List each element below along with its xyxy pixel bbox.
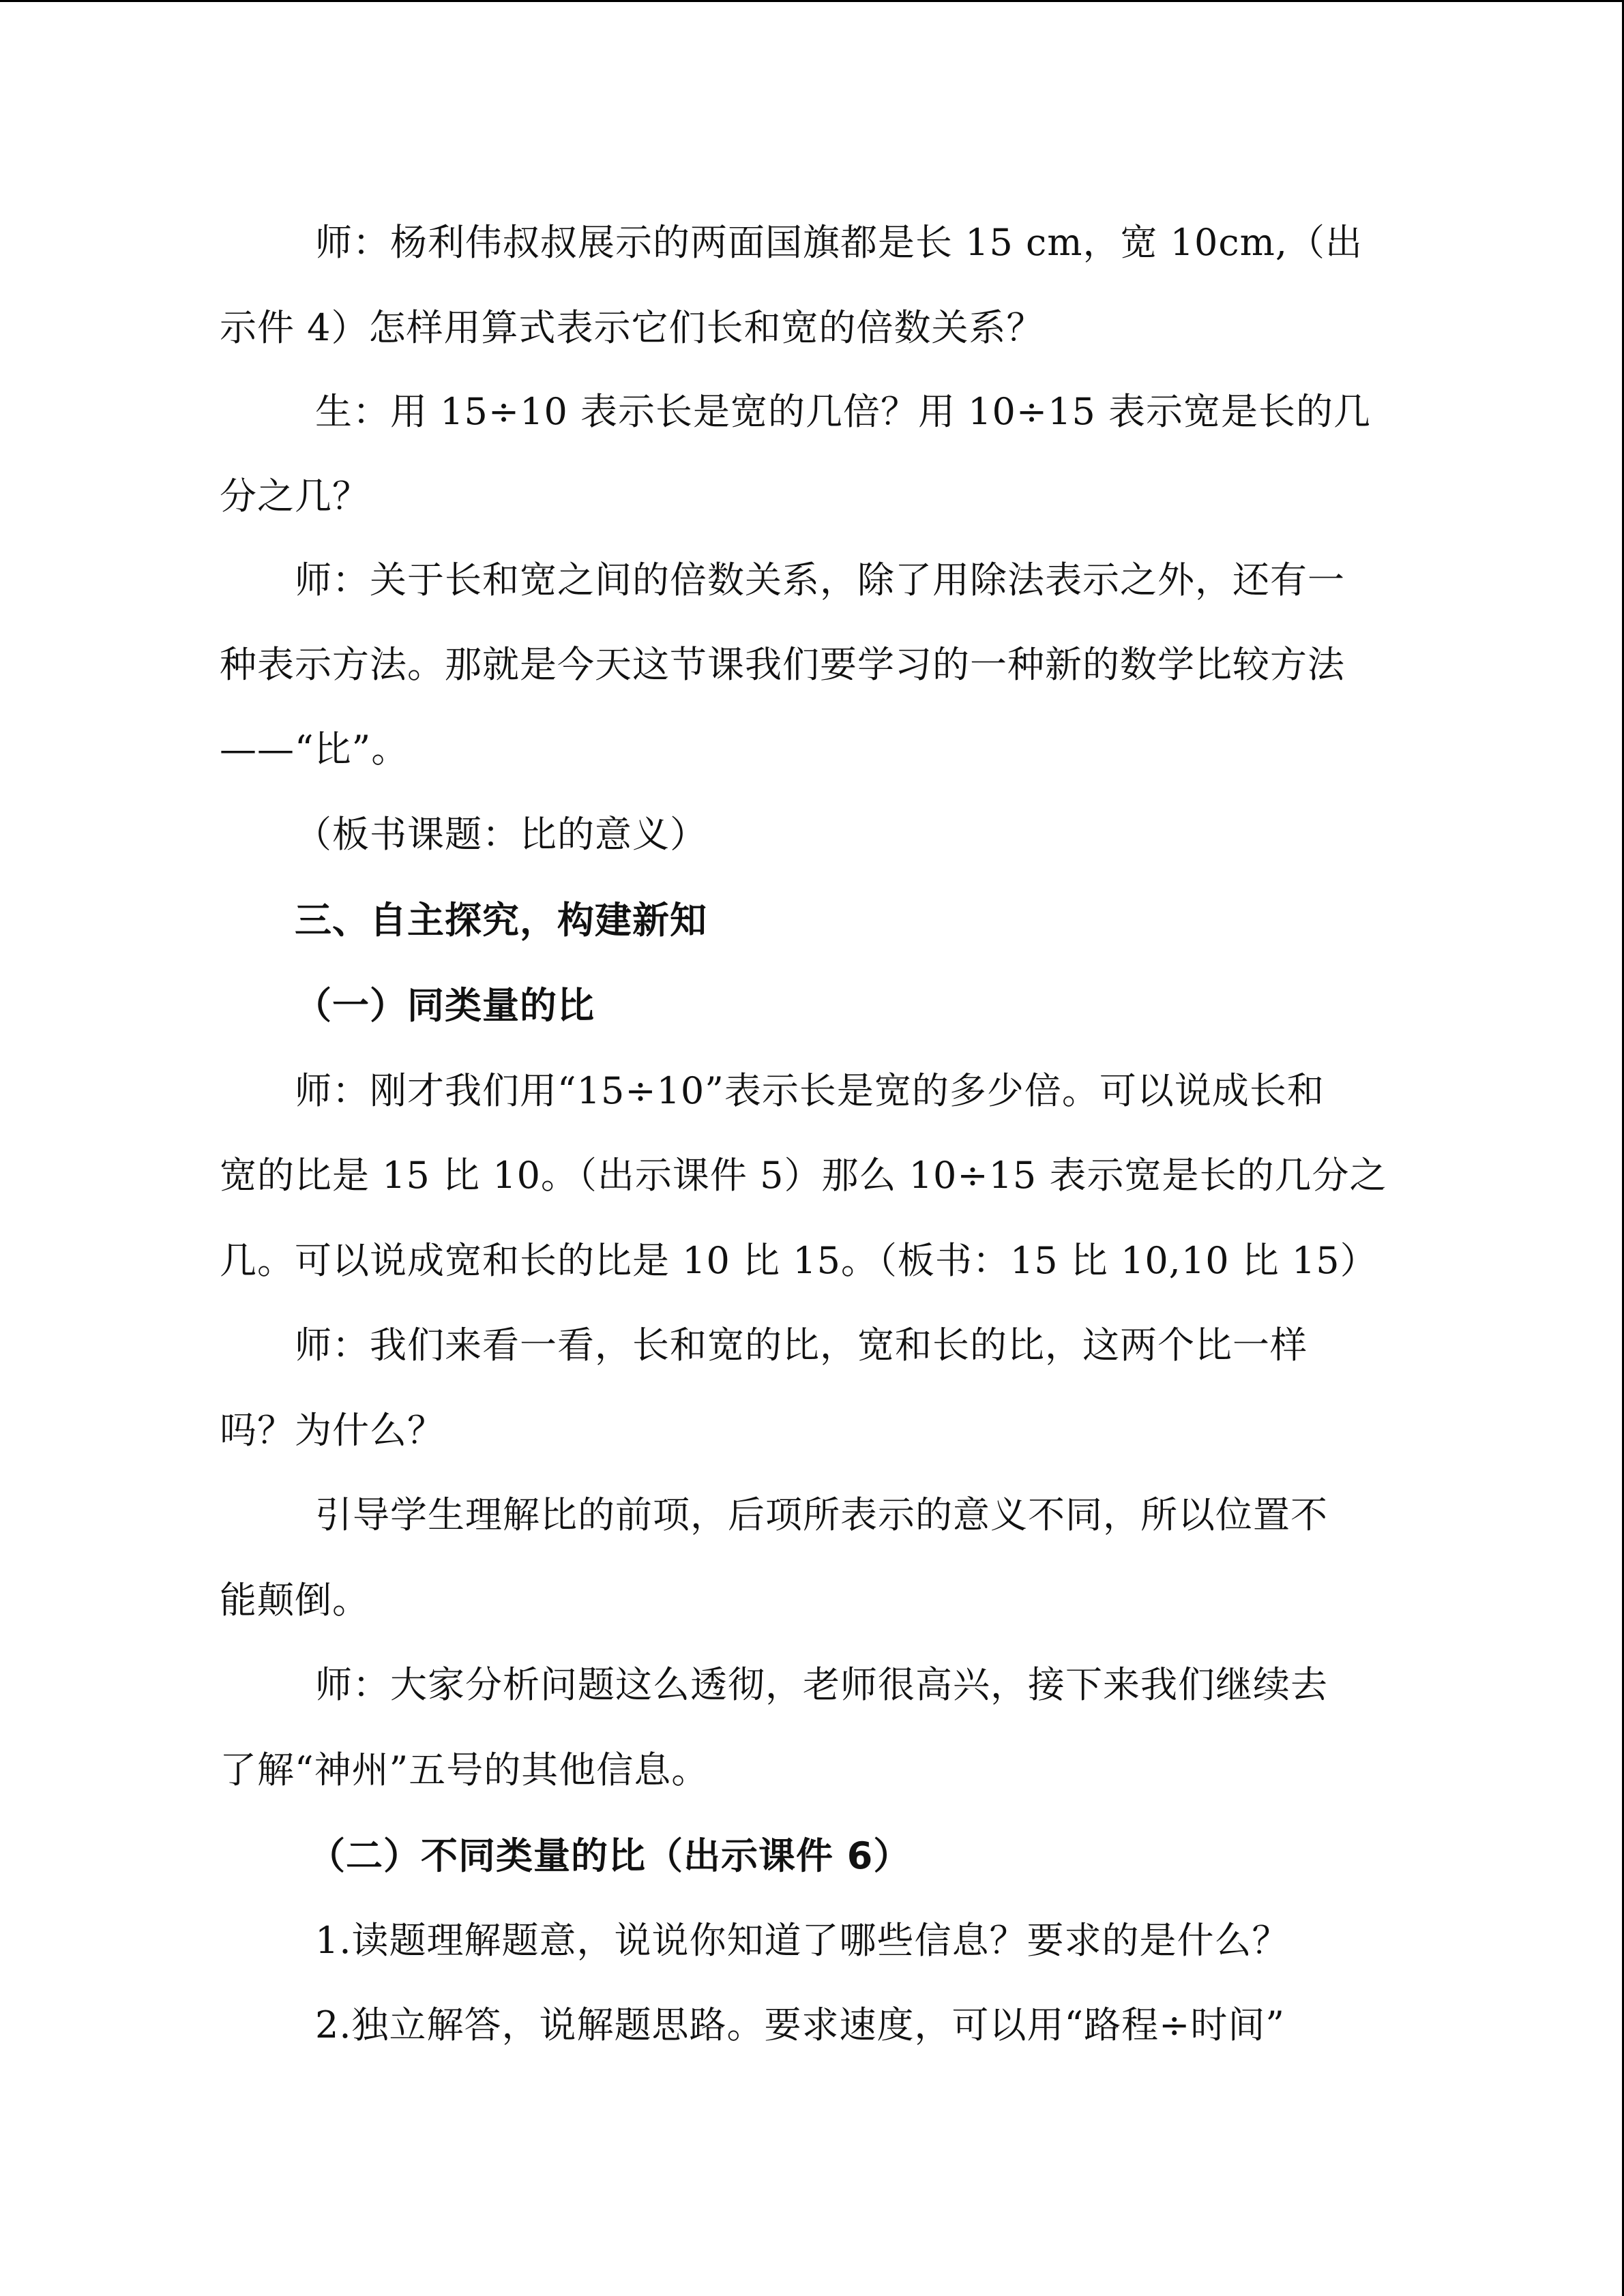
text-line: 生：用 15÷10 表示长是宽的几倍？用 10÷15 表示宽是长的几 — [315, 390, 1372, 433]
text-line: 师：大家分析问题这么透彻，老师很高兴，接下来我们继续去 — [315, 1663, 1328, 1706]
text-line: 分之几？ — [220, 475, 370, 518]
text-line: ——“比”。 — [220, 728, 409, 771]
text-line: 能颠倒。 — [220, 1579, 370, 1622]
section-heading: 三、自主探究，构建新知 — [295, 899, 707, 942]
text-line: 2.独立解答，说解题思路。要求速度，可以用“路程÷时间” — [315, 2003, 1285, 2046]
text-line: 师：刚才我们用“15÷10”表示长是宽的多少倍。可以说成长和 — [295, 1069, 1325, 1112]
text-line: 了解“神州”五号的其他信息。 — [220, 1748, 709, 1791]
text-line: 师：我们来看一看，长和宽的比，宽和长的比，这两个比一样 — [295, 1324, 1308, 1367]
text-line: 示件 4）怎样用算式表示它们长和宽的倍数关系？ — [220, 306, 1044, 349]
text-line: 1.读题理解题意，说说你知道了哪些信息？要求的是什么？ — [315, 1919, 1290, 1962]
text-line: 师：关于长和宽之间的倍数关系，除了用除法表示之外，还有一 — [295, 558, 1345, 601]
text-line: 宽的比是 15 比 10。（出示课件 5）那么 10÷15 表示宽是长的几分之 — [220, 1154, 1387, 1197]
text-line: 吗？为什么？ — [220, 1409, 445, 1452]
text-line: 种表示方法。那就是今天这节课我们要学习的一种新的数学比较方法 — [220, 643, 1345, 686]
subsection-heading: （二）不同类量的比（出示课件 6） — [308, 1834, 911, 1877]
subsection-heading: （一）同类量的比 — [295, 984, 595, 1027]
text-line: 师：杨利伟叔叔展示的两面国旗都是长 15 cm，宽 10cm,（出 — [315, 221, 1363, 264]
text-line: 引导学生理解比的前项，后项所表示的意义不同，所以位置不 — [315, 1493, 1328, 1536]
text-line: 几。可以说成宽和长的比是 10 比 15。（板书：15 比 10,10 比 15） — [220, 1239, 1378, 1282]
text-line: （板书课题：比的意义） — [295, 813, 707, 856]
